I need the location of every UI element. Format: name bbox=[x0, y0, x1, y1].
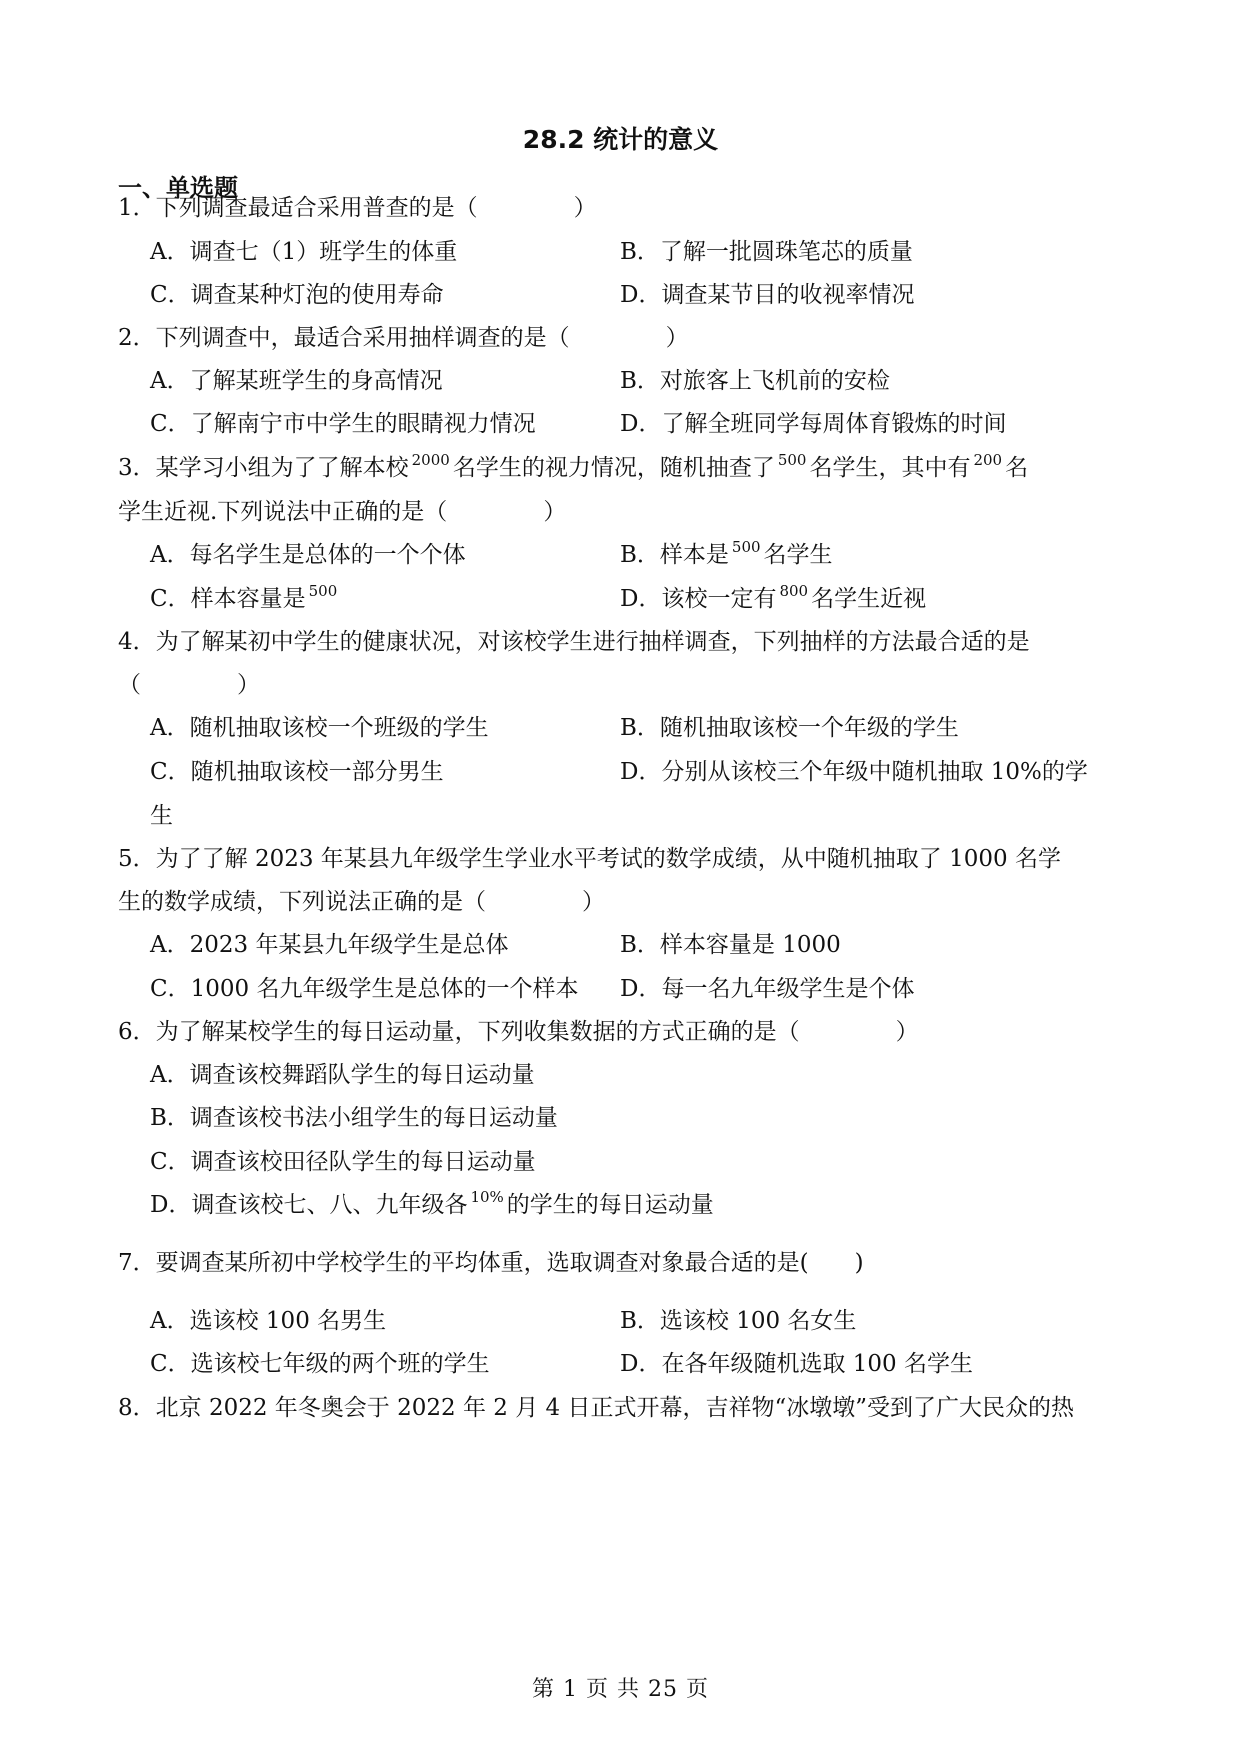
question-6-stem: 6．为了解某校学生的每日运动量，下列收集数据的方式正确的是（ ） bbox=[118, 1019, 919, 1045]
question-1-option-b[interactable]: B．了解一批圆珠笔芯的质量 bbox=[620, 239, 913, 265]
question-1-option-d[interactable]: D．调查某节目的收视率情况 bbox=[620, 282, 915, 308]
question-2-option-b[interactable]: B．对旅客上飞机前的安检 bbox=[620, 368, 890, 394]
question-3-option-c[interactable]: C．样本容量是 $^{500}$ bbox=[150, 582, 338, 612]
question-1-option-c[interactable]: C．调查某种灯泡的使用寿命 bbox=[150, 282, 444, 308]
question-1-stem: 1．下列调查最适合采用普查的是（ ） bbox=[118, 195, 597, 221]
question-7-option-b[interactable]: B．选该校 100 名女生 bbox=[620, 1308, 857, 1334]
question-6-option-b[interactable]: B．调查该校书法小组学生的每日运动量 bbox=[150, 1105, 558, 1131]
question-7-stem: 7．要调查某所初中学校学生的平均体重，选取调查对象最合适的是( ) bbox=[118, 1250, 864, 1276]
question-5-option-d[interactable]: D．每一名九年级学生是个体 bbox=[620, 976, 915, 1002]
question-4-stem: 4．为了解某初中学生的健康状况，对该校学生进行抽样调查，下列抽样的方法最合适的是 bbox=[118, 629, 1030, 655]
question-7-option-c[interactable]: C．选该校七年级的两个班的学生 bbox=[150, 1351, 490, 1377]
question-3-option-b[interactable]: B．样本是 $^{500}$ 名学生 bbox=[620, 538, 833, 568]
document-title: 28.2 统计的意义 bbox=[522, 125, 719, 154]
question-4-option-d-continued: 生 bbox=[150, 803, 173, 829]
question-5-stem-continued: 生的数学成绩，下列说法正确的是（ ） bbox=[118, 889, 605, 915]
question-5-option-c[interactable]: C．1000 名九年级学生是总体的一个样本 bbox=[150, 976, 579, 1002]
question-2-option-d[interactable]: D．了解全班同学每周体育锻炼的时间 bbox=[620, 411, 1007, 437]
question-7-option-a[interactable]: A．选该校 100 名男生 bbox=[150, 1308, 387, 1334]
question-6-option-d[interactable]: D．调查该校七、八、九年级各 $^{10\%}$ 的学生的每日运动量 bbox=[150, 1188, 714, 1218]
question-5-option-b[interactable]: B．样本容量是 1000 bbox=[620, 932, 841, 958]
question-7-option-d[interactable]: D．在各年级随机选取 100 名学生 bbox=[620, 1351, 973, 1377]
question-5-stem: 5．为了了解 2023 年某县九年级学生学业水平考试的数学成绩，从中随机抽取了 1000 名学 bbox=[118, 846, 1061, 872]
question-4-option-a[interactable]: A．随机抽取该校一个班级的学生 bbox=[150, 715, 489, 741]
question-4-answer-blank: （ ） bbox=[118, 672, 260, 698]
question-1-option-a[interactable]: A．调查七（1）班学生的体重 bbox=[150, 239, 458, 265]
question-8-stem: 8．北京 2022 年冬奥会于 2022 年 2 月 4 日正式开幕，吉祥物“冰墩墩”受到了广大民众的热 bbox=[118, 1395, 1074, 1421]
question-3-option-d[interactable]: D．该校一定有 $^{800}$ 名学生近视 bbox=[620, 582, 927, 612]
question-3-stem-continued: 学生近视.下列说法中正确的是（ ） bbox=[118, 499, 567, 525]
question-3-option-a[interactable]: A．每名学生是总体的一个个体 bbox=[150, 542, 466, 568]
question-5-option-a[interactable]: A．2023 年某县九年级学生是总体 bbox=[150, 932, 509, 958]
question-6-option-a[interactable]: A．调查该校舞蹈队学生的每日运动量 bbox=[150, 1062, 535, 1088]
question-6-option-c[interactable]: C．调查该校田径队学生的每日运动量 bbox=[150, 1149, 536, 1175]
page-footer: 第 1 页 共 25 页 bbox=[532, 1677, 709, 1702]
question-4-option-d[interactable]: D．分别从该校三个年级中随机抽取 10%的学 bbox=[620, 759, 1088, 785]
question-2-stem: 2．下列调查中，最适合采用抽样调查的是（ ） bbox=[118, 325, 689, 351]
question-4-option-b[interactable]: B．随机抽取该校一个年级的学生 bbox=[620, 715, 959, 741]
question-4-option-c[interactable]: C．随机抽取该校一部分男生 bbox=[150, 759, 444, 785]
question-2-option-c[interactable]: C．了解南宁市中学生的眼睛视力情况 bbox=[150, 411, 536, 437]
section-heading: 一、单选题 bbox=[118, 174, 238, 202]
question-3-stem: 3．某学习小组为了了解本校 $^{2000}$ 名学生的视力情况，随机抽查了 $^{500}$ 名学生，其中有 $^{200}$ 名 bbox=[118, 451, 1029, 481]
question-2-option-a[interactable]: A．了解某班学生的身高情况 bbox=[150, 368, 443, 394]
